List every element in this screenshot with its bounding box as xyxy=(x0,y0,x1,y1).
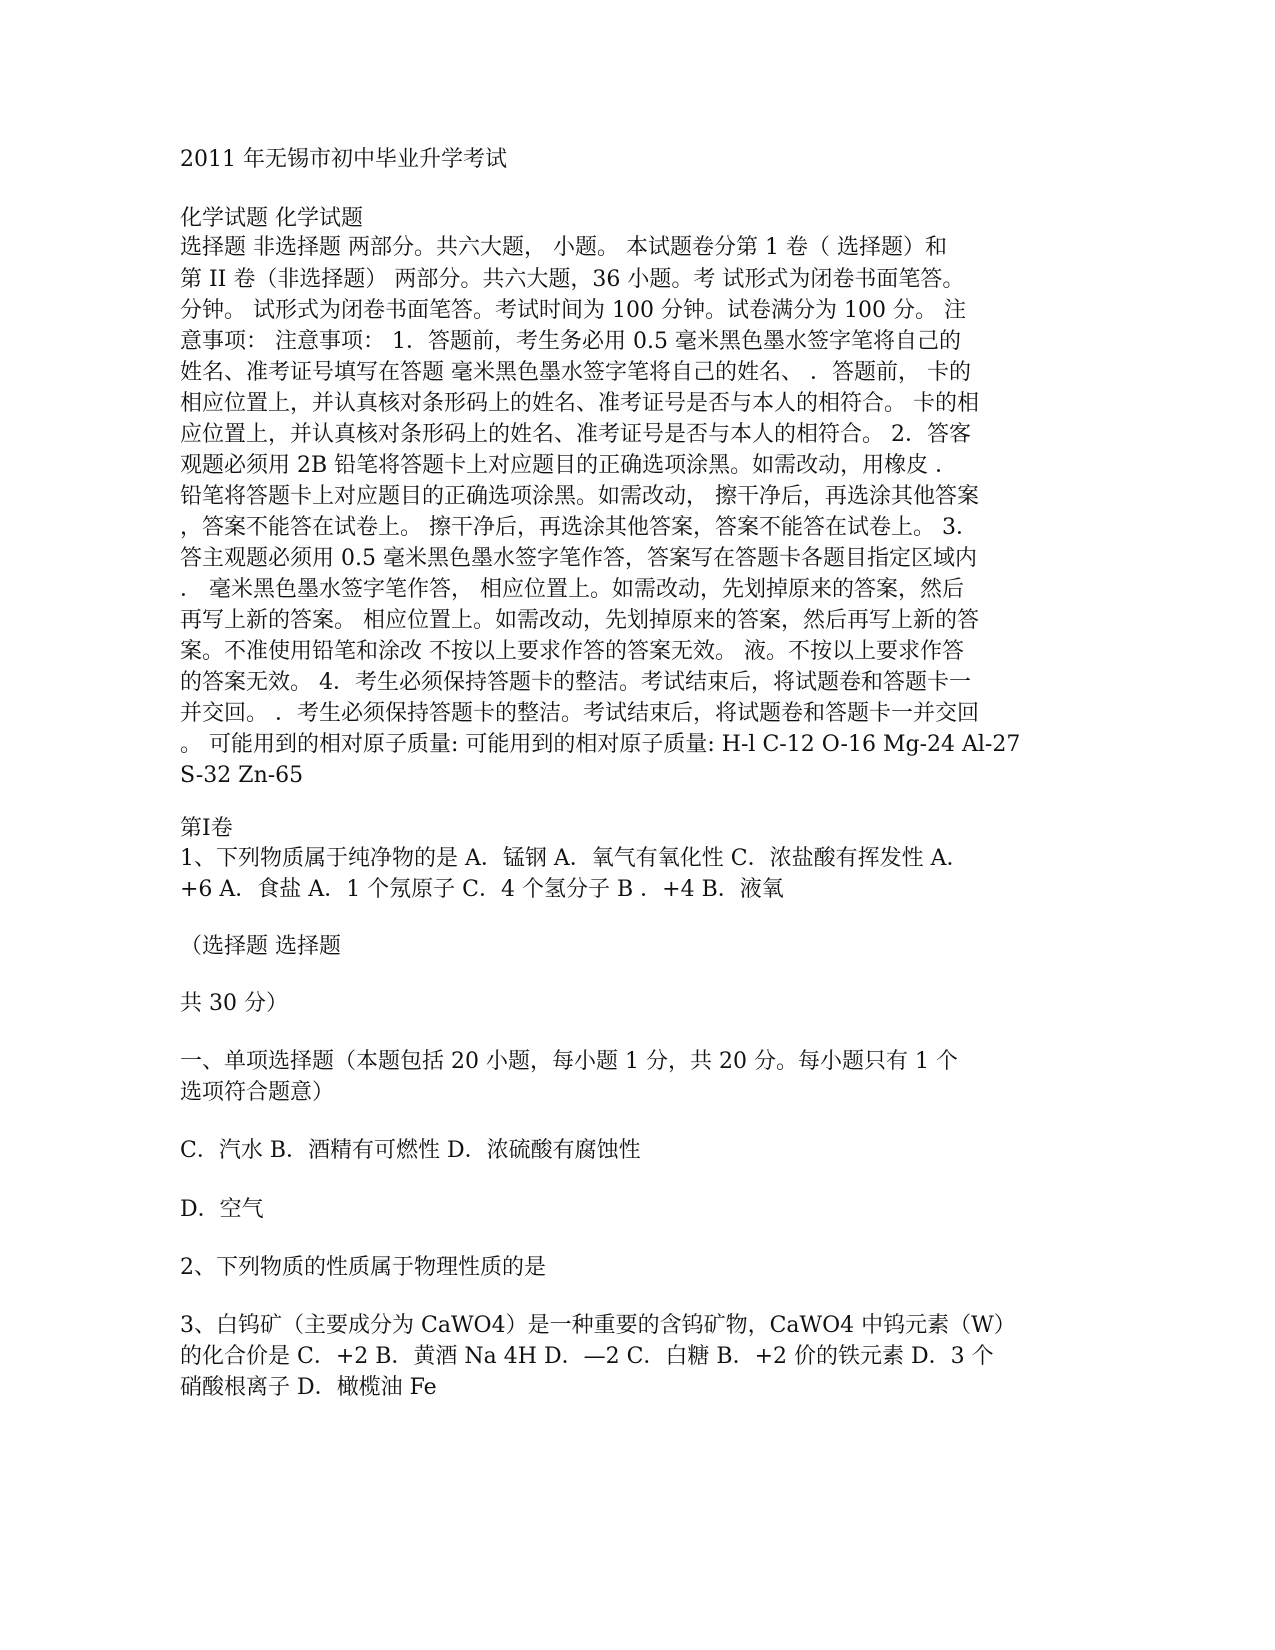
notice-line: 观题必须用 2B 铅笔将答题卡上对应题目的正确选项涂黑。如需改动，用橡皮 ． xyxy=(180,453,958,478)
notice-line: 再写上新的答案。 相应位置上。如需改动，先划掉原来的答案，然后再写上新的答 xyxy=(180,608,979,633)
notice-line: 答主观题必须用 0.5 毫米黑色墨水签字笔作答，答案写在答题卡各题目指定区域内 xyxy=(180,546,977,571)
notice-line: 并交回。 ．考生必须保持答题卡的整洁。考试结束后，将试题卷和答题卡一并交回 xyxy=(180,701,979,726)
notice-line: 意事项： 注意事项： 1．答题前，考生务必用 0.5 毫米黑色墨水签字笔将自己的 xyxy=(180,329,961,354)
section-note: （选择题 选择题 xyxy=(180,934,341,959)
notice-line: 应位置上，并认真核对条形码上的姓名、准考证号是否与本人的相符合。 2．答客 xyxy=(180,422,971,447)
notice-line: 铅笔将答题卡上对应题目的正确选项涂黑。如需改动， 擦干净后，再选涂其他答案 xyxy=(180,484,979,509)
notice-line: ，答案不能答在试卷上。 擦干净后，再选涂其他答案，答案不能答在试卷上。 3． xyxy=(180,515,978,540)
exam-subject: 化学试题 化学试题 xyxy=(180,206,363,231)
question-3-line: 硝酸根离子 D．橄榄油 Fe xyxy=(180,1375,437,1400)
part-one-heading: 选项符合题意） xyxy=(180,1080,335,1105)
question-1-line: 1、下列物质属于纯净物的是 A．锰钢 A．氧气有氧化性 C．浓盐酸有挥发性 A． xyxy=(180,846,969,871)
notice-line: 姓名、准考证号填写在答题 毫米黑色墨水签字笔将自己的姓名、 ．答题前， 卡的 xyxy=(180,360,971,385)
notice-line: 的答案无效。 4．考生必须保持答题卡的整洁。考试结束后，将试题卷和答题卡一 xyxy=(180,670,971,695)
exam-title: 2011 年无锡市初中毕业升学考试 xyxy=(180,147,507,172)
notice-line: 选择题 非选择题 两部分。共六大题， 小题。 本试题卷分第 1 卷（ 选择题）和 xyxy=(180,235,947,260)
options-line: D．空气 xyxy=(180,1197,264,1222)
question-1-line: +6 A．食盐 A．1 个氖原子 C．4 个氢分子 B ．+4 B．液氧 xyxy=(180,877,784,902)
options-line: C．汽水 B．酒精有可燃性 D．浓硫酸有腐蚀性 xyxy=(180,1138,641,1163)
part-one-heading: 一、单项选择题（本题包括 20 小题，每小题 1 分，共 20 分。每小题只有 1 个 xyxy=(180,1049,958,1074)
notice-line: ． 毫米黑色墨水签字笔作答， 相应位置上。如需改动，先划掉原来的答案，然后 xyxy=(180,577,964,602)
notice-line: 相应位置上，并认真核对条形码上的姓名、准考证号是否与本人的相符合。 卡的相 xyxy=(180,391,979,416)
notice-line: 第 II 卷（非选择题） 两部分。共六大题，36 小题。考 试形式为闭卷书面笔答。 xyxy=(180,267,965,292)
question-3-line: 的化合价是 C．+2 B．黄酒 Na 4H D．—2 C．白糖 B．+2 价的铁元素 D．3 个 xyxy=(180,1344,994,1369)
volume-title: 第I卷 xyxy=(180,816,233,841)
notice-line: S-32 Zn-65 xyxy=(180,763,304,788)
question-3-line: 3、白钨矿（主要成分为 CaWO4）是一种重要的含钨矿物，CaWO4 中钨元素（W） xyxy=(180,1313,1016,1338)
notice-line: 。 可能用到的相对原子质量: 可能用到的相对原子质量: H-l C-12 O-16 Mg-24 Al-27 xyxy=(180,732,1021,757)
notice-line: 分钟。 试形式为闭卷书面笔答。考试时间为 100 分钟。试卷满分为 100 分。 注 xyxy=(180,298,966,323)
notice-line: 案。不准使用铅笔和涂改 不按以上要求作答的答案无效。 液。不按以上要求作答 xyxy=(180,639,964,664)
section-note: 共 30 分） xyxy=(180,991,288,1016)
question-2: 2、下列物质的性质属于物理性质的是 xyxy=(180,1255,546,1280)
